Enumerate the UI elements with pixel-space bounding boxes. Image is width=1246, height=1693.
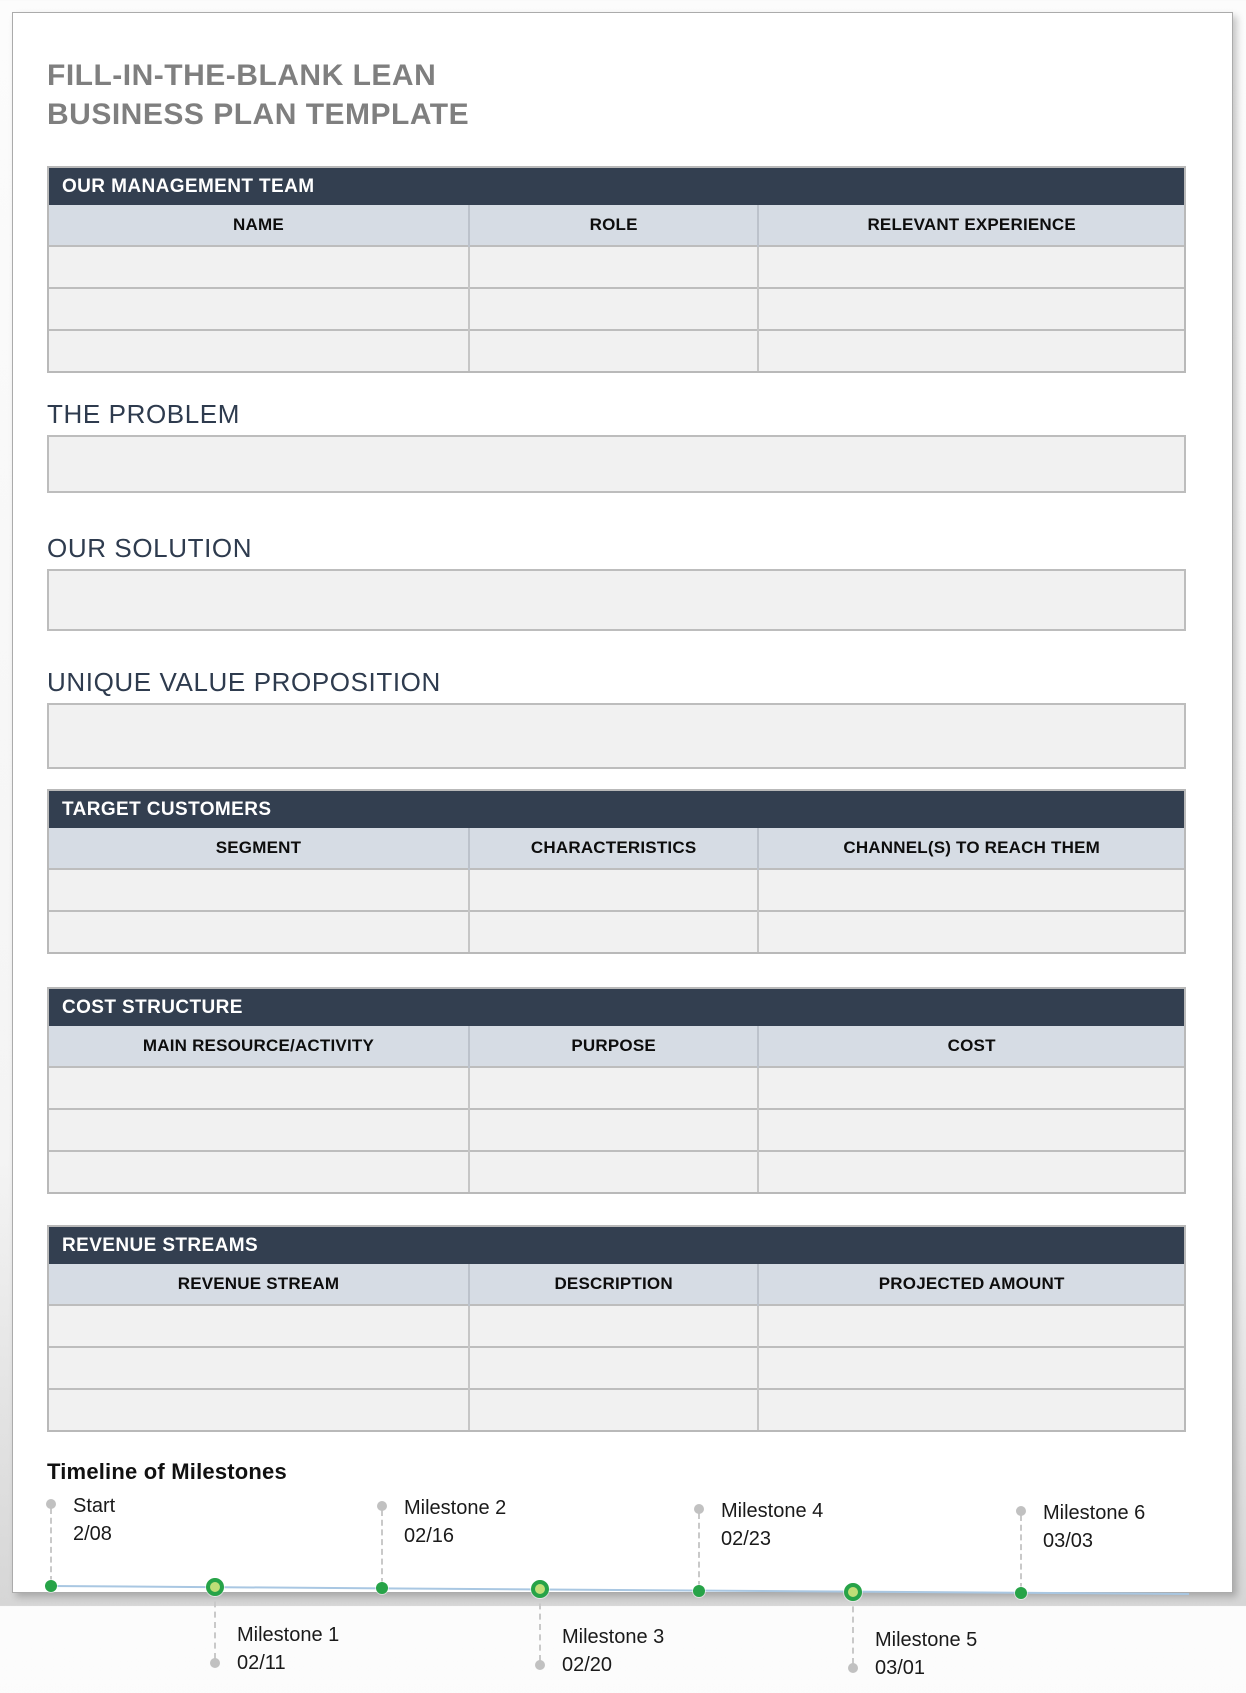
column-header-projected-amount: PROJECTED AMOUNT [758, 1264, 1184, 1305]
table-row [49, 1305, 1184, 1347]
solution-fill-area[interactable] [47, 569, 1186, 631]
problem-fill-area[interactable] [47, 435, 1186, 493]
section-heading-unique-value-proposition: UNIQUE VALUE PROPOSITION [47, 667, 441, 697]
fill-cell[interactable] [758, 330, 1184, 371]
milestone-name: Milestone 4 [721, 1499, 824, 1522]
milestone-dot [844, 1583, 862, 1601]
milestone-name: Milestone 5 [875, 1628, 978, 1651]
fill-cell[interactable] [758, 1151, 1184, 1192]
column-header-purpose: PURPOSE [469, 1026, 758, 1067]
table-row [49, 1389, 1184, 1430]
table-row [49, 1151, 1184, 1192]
table-row [49, 330, 1184, 371]
timeline-section [47, 1458, 1186, 1693]
fill-cell[interactable] [49, 911, 469, 952]
fill-cell[interactable] [758, 246, 1184, 288]
fill-cell[interactable] [469, 1067, 758, 1109]
section-unique-value-proposition [47, 667, 1186, 769]
section-header-revenue-streams: REVENUE STREAMS [49, 1227, 1184, 1264]
milestone-name: Milestone 2 [404, 1497, 507, 1520]
fill-cell[interactable] [469, 1347, 758, 1389]
column-header-characteristics: CHARACTERISTICS [469, 828, 758, 869]
column-header-channels: CHANNEL(S) TO REACH THEM [758, 828, 1184, 869]
milestone-date: 2/08 [73, 1523, 112, 1546]
milestone-name: Milestone 6 [1043, 1501, 1146, 1524]
fill-cell[interactable] [758, 288, 1184, 330]
fill-cell[interactable] [758, 1347, 1184, 1389]
section-solution [47, 533, 1186, 631]
column-header-relevant-experience: RELEVANT EXPERIENCE [758, 205, 1184, 246]
section-problem [47, 399, 1186, 493]
fill-cell[interactable] [49, 1305, 469, 1347]
milestone-label [73, 1492, 115, 1548]
fill-cell[interactable] [469, 1151, 758, 1192]
table-row [49, 288, 1184, 330]
milestone-pin-dot [46, 1499, 56, 1509]
fill-cell[interactable] [469, 1109, 758, 1151]
column-header-revenue-stream: REVENUE STREAM [49, 1264, 469, 1305]
milestone-connector [539, 1593, 541, 1661]
milestone-connector [698, 1513, 700, 1587]
column-header-row [49, 205, 1184, 246]
table-row [49, 246, 1184, 288]
section-header-target-customers: TARGET CUSTOMERS [49, 791, 1184, 828]
fill-cell[interactable] [49, 246, 469, 288]
milestone-label [237, 1621, 339, 1677]
column-header-cost: COST [758, 1026, 1184, 1067]
column-header-row [49, 1264, 1184, 1305]
cost-structure-table [49, 1026, 1184, 1192]
page-title [47, 56, 1186, 134]
target-customers-table [49, 828, 1184, 952]
page-title-line1: FILL-IN-THE-BLANK LEAN [47, 59, 437, 92]
fill-cell[interactable] [49, 330, 469, 371]
fill-cell[interactable] [49, 1109, 469, 1151]
milestone-connector [50, 1508, 52, 1582]
document-page [12, 12, 1233, 1679]
fill-cell[interactable] [758, 1067, 1184, 1109]
fill-cell[interactable] [49, 1347, 469, 1389]
fill-cell[interactable] [758, 1109, 1184, 1151]
milestone-name: Milestone 3 [562, 1626, 665, 1649]
column-header-role: ROLE [469, 205, 758, 246]
column-header-segment: SEGMENT [49, 828, 469, 869]
fill-cell[interactable] [469, 1389, 758, 1430]
section-header-cost-structure: COST STRUCTURE [49, 989, 1184, 1026]
section-heading-solution: OUR SOLUTION [47, 533, 253, 563]
milestone-pin-dot [1016, 1506, 1026, 1516]
milestone-dot [1015, 1587, 1027, 1599]
fill-cell[interactable] [758, 1389, 1184, 1430]
column-header-row [49, 1026, 1184, 1067]
fill-cell[interactable] [469, 1305, 758, 1347]
section-revenue-streams [47, 1225, 1186, 1432]
table-row [49, 911, 1184, 952]
unique-value-proposition-fill-area[interactable] [47, 703, 1186, 769]
management-team-table [49, 205, 1184, 371]
section-target-customers [47, 789, 1186, 954]
fill-cell[interactable] [469, 911, 758, 952]
column-header-description: DESCRIPTION [469, 1264, 758, 1305]
milestone-date: 02/20 [562, 1654, 613, 1677]
fill-cell[interactable] [49, 1151, 469, 1192]
table-row [49, 1347, 1184, 1389]
milestone-label [562, 1623, 664, 1679]
milestone-label [721, 1497, 823, 1553]
timeline-title: Timeline of Milestones [47, 1459, 287, 1484]
fill-cell[interactable] [469, 869, 758, 911]
milestone-date: 03/03 [1043, 1529, 1094, 1552]
section-header-management-team: OUR MANAGEMENT TEAM [49, 168, 1184, 205]
fill-cell[interactable] [469, 246, 758, 288]
fill-cell[interactable] [49, 1067, 469, 1109]
milestone-name: Start [73, 1495, 116, 1518]
milestone-pin-dot [694, 1504, 704, 1514]
column-header-name: NAME [49, 205, 469, 246]
table-row [49, 1067, 1184, 1109]
table-row [49, 869, 1184, 911]
milestone-date: 03/01 [875, 1656, 926, 1679]
column-header-row [49, 828, 1184, 869]
milestone-date: 02/16 [404, 1525, 455, 1548]
timeline-canvas [47, 1488, 1186, 1693]
milestone-label [875, 1626, 977, 1682]
section-heading-problem: THE PROBLEM [47, 399, 240, 429]
milestone-connector [381, 1510, 383, 1584]
milestone-date: 02/11 [237, 1652, 286, 1675]
milestone-connector [1020, 1515, 1022, 1589]
milestone-connector [214, 1591, 216, 1659]
fill-cell[interactable] [469, 288, 758, 330]
fill-cell[interactable] [49, 1389, 469, 1430]
milestone-dot [45, 1580, 57, 1592]
section-cost-structure [47, 987, 1186, 1194]
milestone-dot [693, 1585, 705, 1597]
fill-cell[interactable] [758, 911, 1184, 952]
table-row [49, 1109, 1184, 1151]
fill-cell[interactable] [758, 869, 1184, 911]
fill-cell[interactable] [469, 330, 758, 371]
page-title-line2: BUSINESS PLAN TEMPLATE [47, 98, 470, 131]
milestone-pin-dot [848, 1663, 858, 1673]
milestone-name: Milestone 1 [237, 1624, 340, 1647]
milestone-date: 02/23 [721, 1527, 772, 1550]
fill-cell[interactable] [49, 288, 469, 330]
fill-cell[interactable] [758, 1305, 1184, 1347]
milestone-label [404, 1494, 506, 1550]
fill-cell[interactable] [49, 869, 469, 911]
milestone-label [1043, 1499, 1145, 1555]
revenue-streams-table [49, 1264, 1184, 1430]
section-management-team [47, 166, 1186, 373]
column-header-main-resource-activity: MAIN RESOURCE/ACTIVITY [49, 1026, 469, 1067]
